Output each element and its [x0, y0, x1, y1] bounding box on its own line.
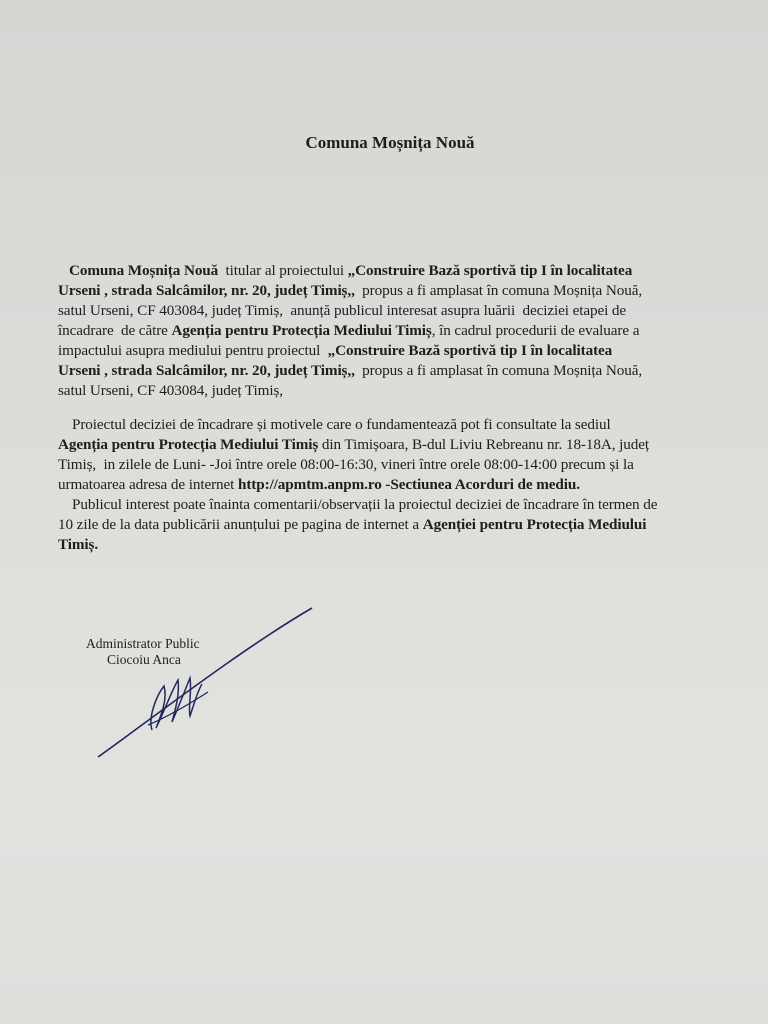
- bold-text-segment: Agenției pentru Protecția Mediului: [422, 516, 647, 533]
- bold-text-segment[interactable]: http://apmtm.anpm.ro -Sectiunea Acorduri de mediu.: [238, 476, 580, 493]
- bold-text-segment: Timiș.: [58, 536, 99, 553]
- signatory-role: Administrator Public: [86, 636, 200, 651]
- text-segment: satul Urseni, CF 403084, județ Timiș,: [58, 382, 283, 399]
- text-line: [58, 362, 642, 380]
- bold-text-segment: Urseni , strada Salcâmilor, nr. 20, județ Timiș,,: [58, 282, 355, 299]
- text-line: [58, 516, 646, 534]
- text-segment: , în cadrul procedurii de evaluare a: [431, 322, 640, 339]
- text-line: [58, 456, 634, 474]
- text-segment: Publicul interest poate înainta comentarii/observații la proiectul deciziei de încadrare în termen de: [72, 496, 658, 513]
- text-segment: Proiectul deciziei de încadrare și motivele care o fundamentează pot fi consultate la sediul: [72, 416, 611, 433]
- text-segment: propus a fi amplasat în comuna Moșnița Nouă,: [354, 282, 643, 299]
- text-segment: propus a fi amplasat în comuna Moșnița Nouă,: [354, 362, 643, 379]
- handwritten-signature: [90, 600, 320, 765]
- bold-text-segment: „Construire Bază sportivă tip I în localitatea: [327, 342, 613, 359]
- bold-text-segment: „Construire Bază sportivă tip I în localitatea: [347, 262, 633, 279]
- text-line: [58, 282, 642, 300]
- text-segment: titular al proiectului: [218, 262, 348, 279]
- text-segment: satul Urseni, CF 403084, județ Timiș, anunță publicul interesat asupra luării deciziei etapei de: [58, 302, 627, 319]
- text-line: [58, 536, 98, 554]
- text-line: [72, 496, 657, 514]
- document-title: Comuna Moșnița Nouă: [305, 133, 475, 152]
- text-segment: încadrare de către: [58, 322, 172, 339]
- bold-text-segment: Urseni , strada Salcâmilor, nr. 20, județ Timiș,,: [58, 362, 355, 379]
- text-segment: 10 zile de la data publicării anunțului pe pagina de internet a: [58, 516, 423, 533]
- bold-text-segment: Comuna Moșnița Nouă: [69, 262, 219, 279]
- bold-text-segment: Agenția pentru Protecția Mediului Timiș: [171, 322, 432, 339]
- text-line: [58, 382, 283, 400]
- bold-text-segment: Agenția pentru Protecția Mediului Timiș: [58, 436, 319, 453]
- text-segment: impactului asupra mediului pentru proiectul: [58, 342, 328, 359]
- text-segment: din Timișoara, B-dul Liviu Rebreanu nr. 18-18A, județ: [318, 436, 650, 453]
- text-line: [58, 302, 626, 320]
- text-line: [69, 262, 632, 280]
- text-segment: Timiș, in zilele de Luni- -Joi între orele 08:00-16:30, vineri între orele 08:00-14:00 precum și la: [58, 456, 634, 473]
- text-line: [58, 322, 639, 340]
- signatory-name: Ciocoiu Anca: [107, 652, 181, 667]
- text-line: [58, 476, 580, 494]
- text-segment: urmatoarea adresa de internet: [58, 476, 238, 493]
- text-line: [58, 436, 649, 454]
- text-line: [72, 416, 611, 434]
- text-line: [58, 342, 612, 360]
